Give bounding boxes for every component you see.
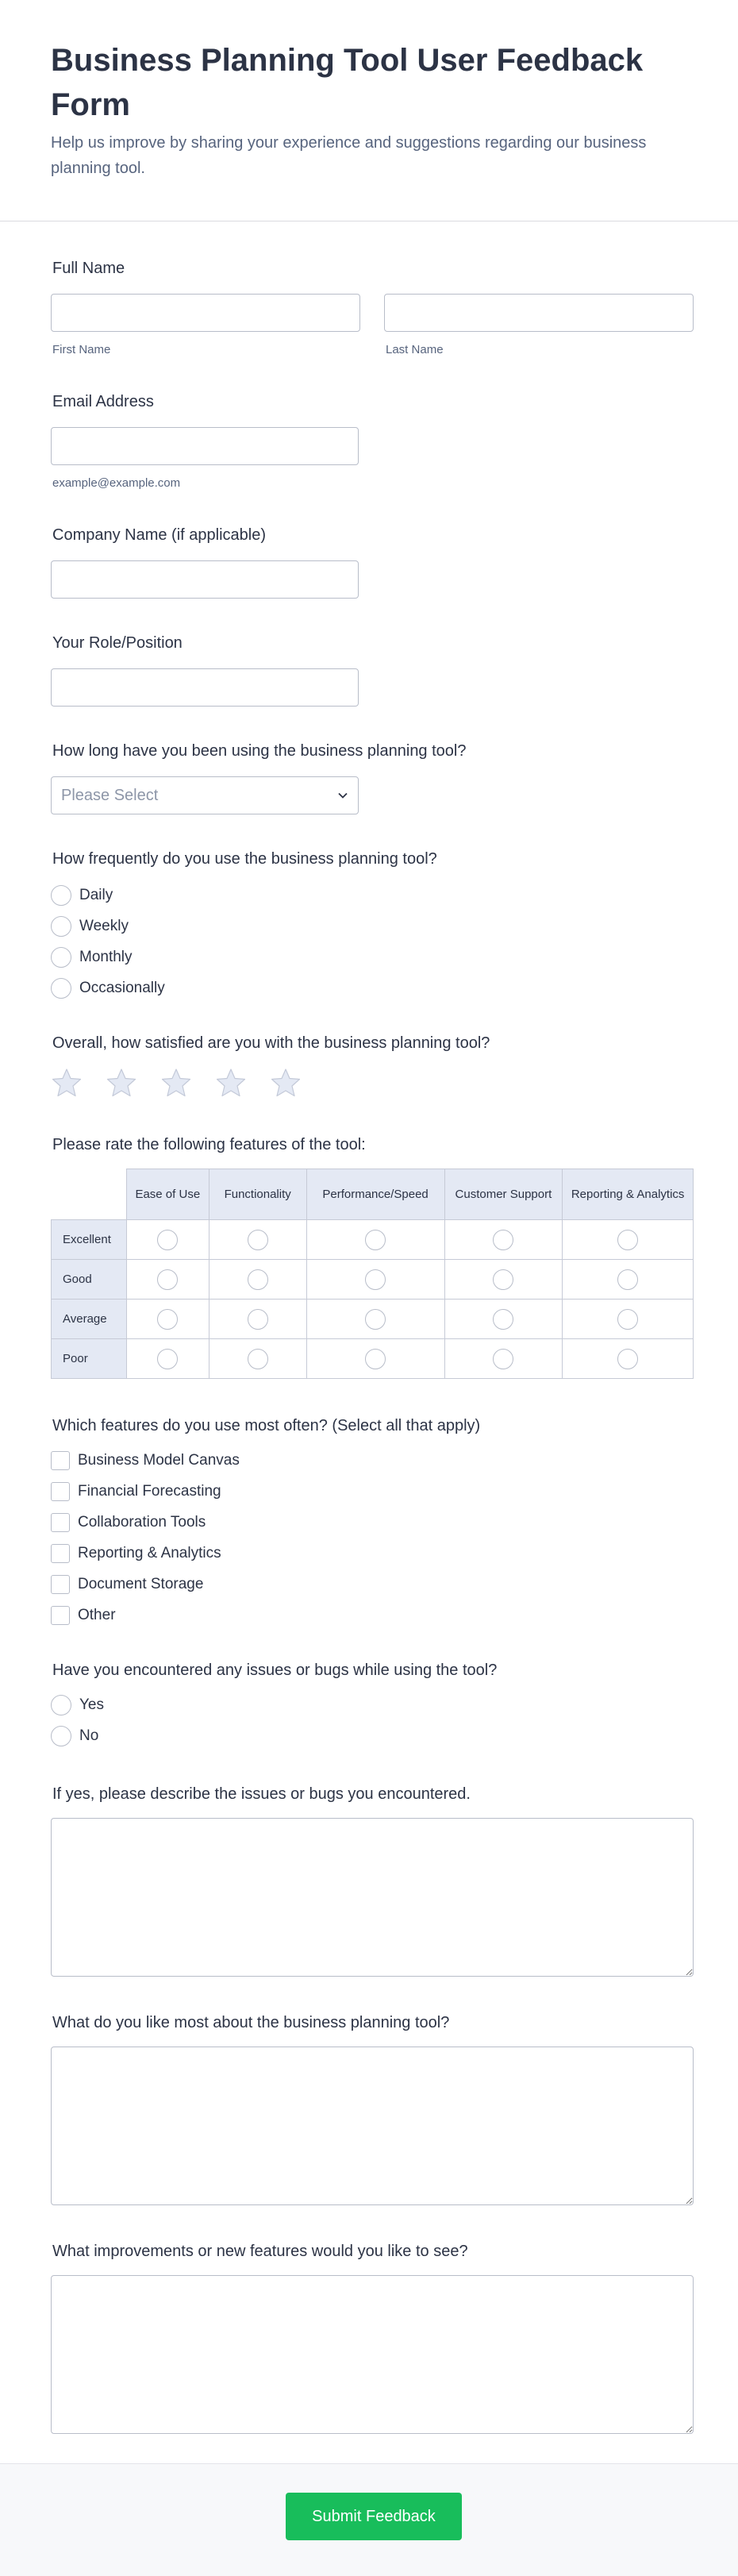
matrix-radio[interactable]: [157, 1309, 178, 1330]
submit-feedback-button[interactable]: Submit Feedback: [286, 2493, 462, 2540]
frequency-field: [51, 848, 694, 1007]
form-title: Business Planning Tool User Feedback Form: [51, 43, 644, 122]
role-input[interactable]: [51, 668, 359, 707]
checkbox-icon[interactable]: [51, 1513, 70, 1532]
matrix-radio[interactable]: [493, 1349, 513, 1369]
star-icon[interactable]: [51, 1067, 83, 1099]
issues-option-label: Yes: [79, 1696, 104, 1713]
first-name-input[interactable]: [51, 294, 360, 332]
frequency-option-label: Occasionally: [79, 980, 165, 996]
frequency-option-monthly[interactable]: [51, 946, 133, 968]
issues-description-label: If yes, please describe the issues or bugs you encountered.: [52, 1785, 471, 1803]
star-icon[interactable]: [215, 1067, 247, 1099]
email-label: Email Address: [52, 393, 154, 410]
matrix-row-header: Good: [52, 1260, 127, 1300]
feature-option-label: Collaboration Tools: [78, 1514, 206, 1531]
last-name-input[interactable]: [384, 294, 694, 332]
radio-circle-icon[interactable]: [51, 916, 71, 937]
matrix-row-good: [52, 1260, 694, 1300]
feature-option-reporting-analytics[interactable]: [51, 1542, 221, 1565]
feature-option-financial-forecasting[interactable]: [51, 1481, 221, 1503]
features-rating-label: Please rate the following features of the tool:: [52, 1136, 366, 1153]
full-name-label: Full Name: [52, 260, 125, 277]
usage-duration-select[interactable]: [51, 776, 359, 814]
company-input[interactable]: [51, 560, 359, 599]
form-header: [0, 0, 738, 221]
matrix-radio[interactable]: [157, 1269, 178, 1290]
frequency-option-label: Daily: [79, 887, 113, 903]
matrix-radio[interactable]: [365, 1269, 386, 1290]
satisfaction-field: [51, 1032, 694, 1111]
frequency-option-label: Monthly: [79, 949, 133, 965]
feature-option-other[interactable]: [51, 1604, 116, 1627]
radio-circle-icon[interactable]: [51, 885, 71, 906]
features-used-field: [51, 1415, 694, 1637]
issues-option-no[interactable]: [51, 1725, 98, 1747]
radio-circle-icon[interactable]: [51, 978, 71, 999]
matrix-col-header: Functionality: [209, 1169, 306, 1220]
matrix-radio[interactable]: [157, 1349, 178, 1369]
matrix-col-header: Performance/Speed: [306, 1169, 444, 1220]
matrix-radio[interactable]: [157, 1230, 178, 1250]
issues-field: [51, 1659, 694, 1754]
matrix-radio[interactable]: [248, 1309, 268, 1330]
usage-duration-field: [51, 740, 694, 819]
feature-option-label: Financial Forecasting: [78, 1483, 221, 1500]
matrix-radio[interactable]: [248, 1230, 268, 1250]
like-most-field: [51, 2012, 694, 2210]
matrix-row-header: Excellent: [52, 1220, 127, 1260]
role-field: [51, 632, 694, 711]
matrix-radio[interactable]: [493, 1230, 513, 1250]
checkbox-icon[interactable]: [51, 1544, 70, 1563]
matrix-radio[interactable]: [617, 1349, 638, 1369]
issues-option-yes[interactable]: [51, 1694, 104, 1716]
matrix-col-header: Ease of Use: [126, 1169, 209, 1220]
matrix-radio[interactable]: [617, 1230, 638, 1250]
matrix-radio[interactable]: [617, 1269, 638, 1290]
issues-description-textarea[interactable]: [51, 1818, 694, 1977]
matrix-radio[interactable]: [365, 1230, 386, 1250]
checkbox-icon[interactable]: [51, 1606, 70, 1625]
chevron-down-icon: [337, 790, 348, 801]
company-field: [51, 524, 694, 603]
improvements-textarea[interactable]: [51, 2275, 694, 2434]
checkbox-icon[interactable]: [51, 1575, 70, 1594]
form-subtitle: Help us improve by sharing your experience and suggestions regarding our business planning tool.: [51, 134, 647, 177]
role-label: Your Role/Position: [52, 634, 183, 652]
frequency-option-daily[interactable]: [51, 884, 113, 907]
matrix-row-average: [52, 1300, 694, 1339]
usage-duration-label: How long have you been using the business planning tool?: [52, 742, 467, 760]
last-name-sublabel: Last Name: [386, 343, 444, 356]
form-footer: [0, 2463, 738, 2576]
features-rating-field: [51, 1134, 694, 1396]
matrix-radio[interactable]: [248, 1269, 268, 1290]
satisfaction-label: Overall, how satisfied are you with the business planning tool?: [52, 1034, 490, 1052]
matrix-row-poor: [52, 1339, 694, 1379]
improvements-label: What improvements or new features would you like to see?: [52, 2243, 468, 2260]
feature-option-label: Document Storage: [78, 1576, 204, 1592]
full-name-field: [51, 257, 694, 360]
email-field: [51, 391, 694, 494]
feature-option-label: Business Model Canvas: [78, 1452, 240, 1469]
radio-circle-icon[interactable]: [51, 1695, 71, 1715]
features-used-label: Which features do you use most often? (Select all that apply): [52, 1417, 481, 1434]
checkbox-icon[interactable]: [51, 1482, 70, 1501]
improvements-field: [51, 2240, 694, 2439]
issues-description-field: [51, 1783, 694, 1981]
star-icon[interactable]: [160, 1067, 192, 1099]
features-rating-matrix: [51, 1169, 694, 1383]
feature-option-business-model-canvas[interactable]: [51, 1450, 240, 1472]
matrix-corner: [52, 1169, 127, 1220]
like-most-label: What do you like most about the business planning tool?: [52, 2014, 450, 2031]
frequency-option-label: Weekly: [79, 918, 129, 934]
matrix-col-header: Customer Support: [444, 1169, 563, 1220]
matrix-radio[interactable]: [248, 1349, 268, 1369]
radio-circle-icon[interactable]: [51, 947, 71, 968]
matrix-radio[interactable]: [365, 1309, 386, 1330]
email-input[interactable]: [51, 427, 359, 465]
matrix-radio[interactable]: [493, 1309, 513, 1330]
matrix-row-header: Average: [52, 1300, 127, 1339]
issues-label: Have you encountered any issues or bugs while using the tool?: [52, 1662, 498, 1679]
matrix-radio[interactable]: [493, 1269, 513, 1290]
usage-duration-placeholder: Please Select: [61, 787, 159, 804]
issues-option-label: No: [79, 1727, 99, 1744]
matrix-row-excellent: [52, 1220, 694, 1260]
email-sublabel: example@example.com: [52, 476, 181, 490]
radio-circle-icon[interactable]: [51, 1726, 71, 1746]
matrix-radio[interactable]: [617, 1309, 638, 1330]
feature-option-collaboration-tools[interactable]: [51, 1511, 206, 1534]
like-most-textarea[interactable]: [51, 2047, 694, 2205]
first-name-sublabel: First Name: [52, 343, 111, 356]
star-icon[interactable]: [270, 1067, 302, 1099]
frequency-label: How frequently do you use the business planning tool?: [52, 850, 437, 868]
feature-option-label: Reporting & Analytics: [78, 1545, 221, 1561]
frequency-option-occasionally[interactable]: [51, 977, 165, 999]
matrix-col-header: Reporting & Analytics: [563, 1169, 694, 1220]
matrix-radio[interactable]: [365, 1349, 386, 1369]
feature-option-document-storage[interactable]: [51, 1573, 203, 1596]
frequency-option-weekly[interactable]: [51, 915, 129, 938]
checkbox-icon[interactable]: [51, 1451, 70, 1470]
star-icon[interactable]: [106, 1067, 137, 1099]
company-label: Company Name (if applicable): [52, 526, 267, 544]
feature-option-label: Other: [78, 1607, 116, 1623]
matrix-row-header: Poor: [52, 1339, 127, 1379]
